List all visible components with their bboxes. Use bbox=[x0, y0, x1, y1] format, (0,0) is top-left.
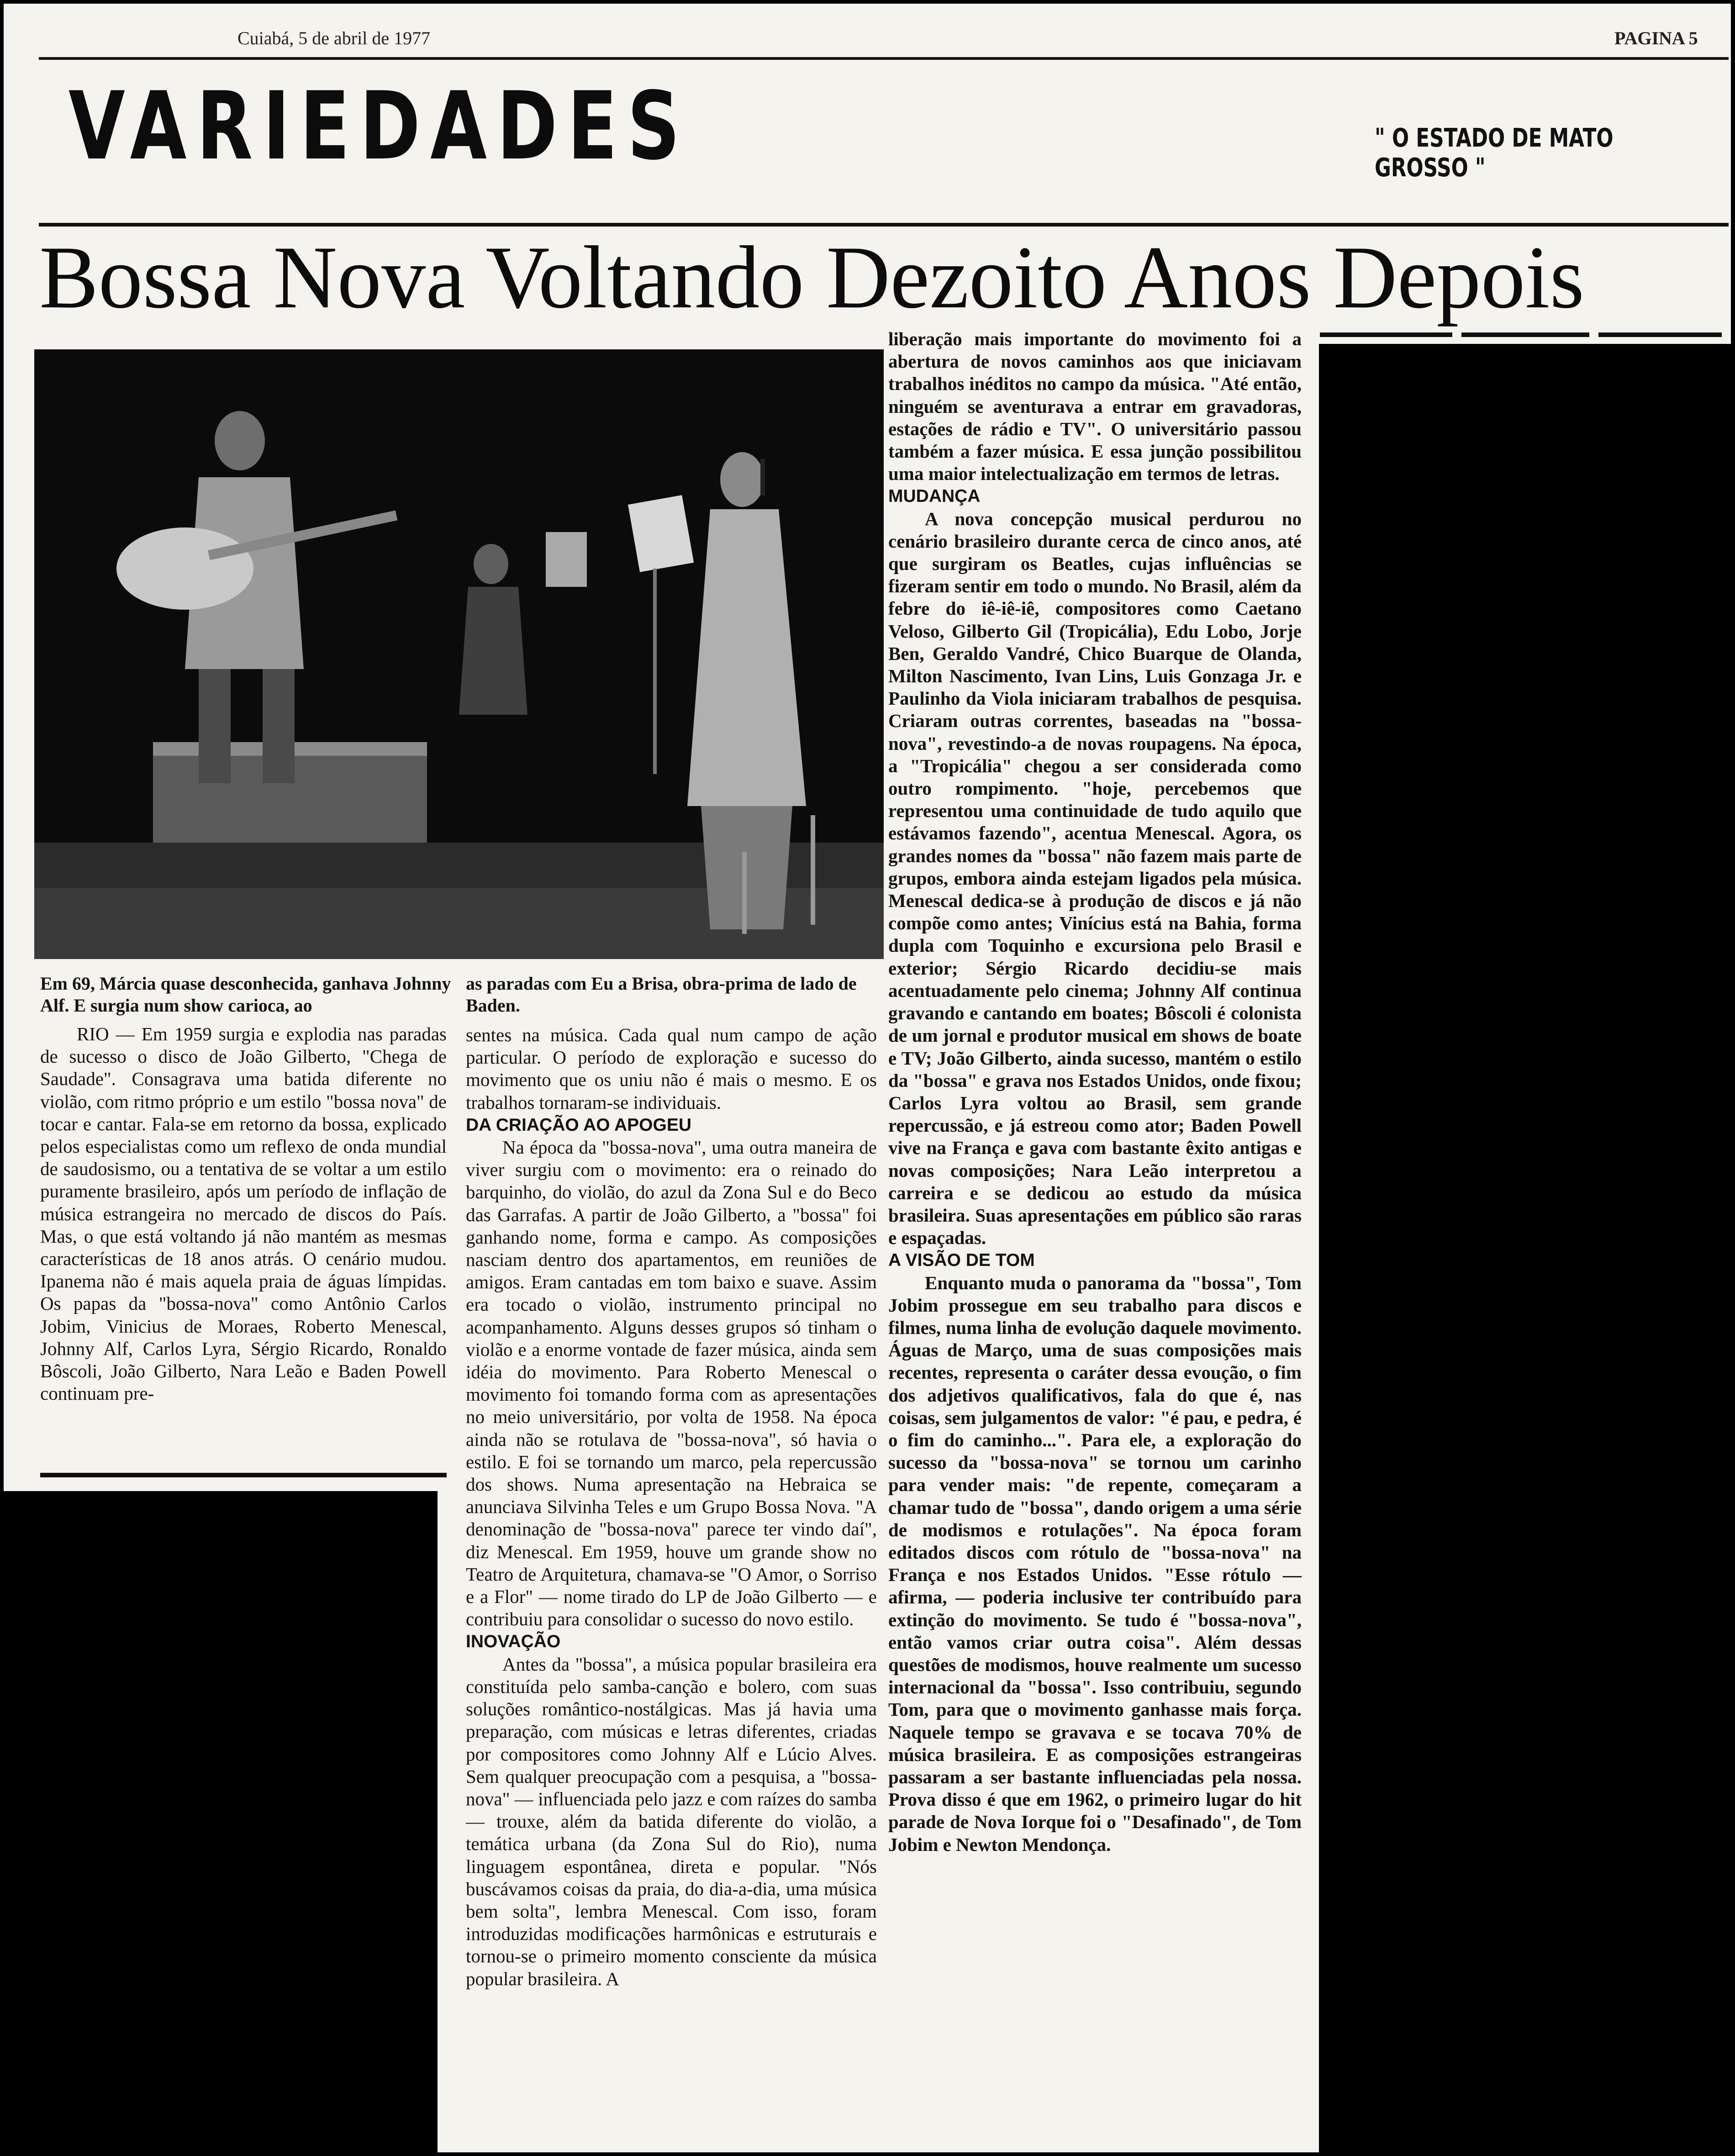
paragraph: Enquanto muda o panorama da "bossa", Tom Jobim prossegue em seu trabalho para discos e filmes, numa linha de evolução daquele movimento. Águas de Março, uma de suas composições mais recentes, representa o caráter dessa evoução, o fim dos adjetivos qualificativos, fala do que é, nas coisas, sem julgamentos de valor: "é pau, e pedra, é o fim do caminho...". Para ele, a exploração do sucesso da "bossa-nova" se tornou um carinho para vender mais: "de repente, começaram a chamar tudo de "bossa", dando origem a uma série de modismos e rotulações". Na época foram editados discos com rótulo de "bossa-nova" na França e nos Estados Unidos. "Esse rótulo — afirma, — poderia inclusive ter contribuído para extinção do movimento. Se tudo é "bossa-nova", então vamos criar outra coisa". Além dessas questões de modismos, houve realmente um sucesso internacional da "bossa". Isso contribuiu, segundo Tom, para que o movimento ganhasse mais força. Naquele tempo se gravava e se tocava 70% de música brasileira. E as composições estrangeiras passaram a ser bastante influenciadas pela nossa. Prova disso é que em 1962, o primeiro lugar do hit parade de Nova Iorque foi o "Desafinado", de Tom Jobim e Newton Mendonça. bbox=[888, 1272, 1302, 1855]
rule-decor-3 bbox=[1598, 332, 1722, 337]
subhead-inovacao: INOVAÇÃO bbox=[466, 1632, 561, 1652]
paragraph: liberação mais importante do movimento foi a abertura de novos caminhos aos que iniciavam trabalhos inéditos no campo da música. "Até então, ninguém se aventurava a entrar em gravadoras, estações de rádio e TV". O universitário passou também a fazer música. E essa junção possibilitou uma maior intelectualização em termos de letras. bbox=[888, 328, 1302, 485]
headline: Bossa Nova Voltando Dezoito Anos Depois bbox=[39, 228, 1585, 327]
article-column-1 bbox=[40, 1023, 447, 1405]
subhead-criacao: DA CRIAÇÃO AO APOGEU bbox=[466, 1115, 692, 1135]
rule-decor-1 bbox=[1320, 332, 1452, 337]
subhead-mudanca: MUDANÇA bbox=[888, 486, 981, 506]
article-column-3 bbox=[888, 328, 1302, 1856]
section-title: VARIEDADES bbox=[69, 72, 690, 181]
paragraph: Na época da "bossa-nova", uma outra maneira de viver surgiu com o movimento: era o reinado do barquinho, do violão, do azul da Zona Sul e do Beco das Garrafas. A partir de João Gilberto, a "bossa" foi ganhando nome, forma e campo. As composições nasciam dentro dos apartamentos, em reuniões de amigos. Eram cantadas em tom baixo e suave. Assim era tocado o violão, instrumento principal no acompanhamento. Alguns desses grupos só tinham o violão e a enorme vontade de fazer música, ainda sem idéia do movimento. Para Roberto Menescal o movimento foi tomando forma com as apresentações no meio universitário, por volta de 1958. Na época ainda não se rotulava de "bossa-nova", só havia o estilo. E foi se tornando um marco, pela repercussão dos shows. Numa apresentação na Hebraica se anunciava Silvinha Teles e um Grupo Bossa Nova. "A denominação de "bossa-nova" parece ter vindo daí", diz Menescal. Em 1959, houve um grande show no Teatro de Arquitetura, chamava-se "O Amor, o Sorriso e a Flor" — nome tirado do LP de João Gilberto — e contribuiu para consolidar o sucesso do novo estilo. bbox=[466, 1137, 877, 1630]
col1-end-rule bbox=[40, 1473, 447, 1477]
paragraph: A nova concepção musical perdurou no cenário brasileiro durante cerca de cinco anos, até que surgiram os Beatles, cujas influências se fizeram sentir em todo o mundo. No Brasil, além da febre do iê-iê-iê, compositores como Caetano Veloso, Gilberto Gil (Tropicália), Edu Lobo, Jorje Ben, Geraldo Vandré, Chico Buarque de Olanda, Milton Nascimento, Ivan Lins, Luis Gonzaga Jr. e Paulinho da Viola iniciaram trabalhos de pesquisa. Criaram outras correntes, baseadas na "bossa-nova", revestindo-a de novas roupagens. Na época, a "Tropicália" chegou a ser considerada como outro rompimento. "hoje, percebemos que representou uma continuidade de tudo aquilo que estávamos fazendo", acentua Menescal. Agora, os grandes nomes da "bossa" não fazem mais parte de grupos, embora ainda estejam ligados pela música. Menescal dedica-se à produção de discos e já não compõe como antes; Vinícius está na Bahia, forma dupla com Toquinho e excursiona pelo Brasil e exterior; Sérgio Ricardo decidiu-se mais acentuadamente pelo cinema; Johnny Alf continua gravando e cantando em boates; Bôscoli é colonista de um jornal e produtor musical em shows de boate e TV; João Gilberto, ainda sucesso, mantém o estilo da "bossa" e grava nos Estados Unidos, onde fixou; Carlos Lyra voltou ao Brasil, sem grande repercussão, e já estreou como ator; Baden Powell vive na França e gava com bastante êxito antigas e novas composições; Nara Leão interpretou a carreira e se dedicou ao estudo da música brasileira. Suas apresentações em público são raras e espaçadas. bbox=[888, 508, 1302, 1249]
photo-caption-left: Em 69, Márcia quase desconhecida, ganhava Johnny Alf. E surgia num show carioca, ao bbox=[40, 973, 451, 1016]
photo-caption-right: as paradas com Eu a Brisa, obra-prima de lado de Baden. bbox=[466, 973, 857, 1016]
paragraph: sentes na música. Cada qual num campo de ação particular. O período de exploração e sucesso do movimento que os uniu não é mais o mesmo. E os trabalhos tornaram-se individuais. bbox=[466, 1024, 877, 1113]
top-rule bbox=[39, 57, 1729, 60]
dateline: Cuiabá, 5 de abril de 1977 bbox=[237, 28, 431, 48]
section-rule bbox=[39, 223, 1729, 227]
newspaper-name: " O ESTADO DE MATO GROSSO " bbox=[1375, 123, 1614, 183]
rule-decor-2 bbox=[1461, 332, 1589, 337]
paragraph: Antes da "bossa", a música popular brasileira era constituída pelo samba-canção e bolero, com suas soluções romântico-nostálgicas. Mas já havia uma preparação, com músicas e letras diferentes, criadas por compositores como Johnny Alf e Lúcio Alves. Sem qualquer preocupação com a pesquisa, a "bossa-nova" — influenciada pelo jazz e com raízes do samba — trouxe, além da batida diferente do violão, a temática urbana (da Zona Sul do Rio), numa linguagem espontânea, direta e popular. "Nós buscávamos coisas da praia, do dia-a-dia, uma música bem solta", lembra Menescal. Com isso, foram introduzidas modificações harmônicas e estruturais e tornou-se o primeiro momento consciente da música popular brasileira. A bbox=[466, 1653, 877, 1989]
article-column-2 bbox=[466, 1024, 877, 1990]
concert-photo bbox=[34, 349, 884, 959]
subhead-visao-de-tom: A VISÃO DE TOM bbox=[888, 1250, 1035, 1270]
paragraph: RIO — Em 1959 surgia e explodia nas paradas de sucesso o disco de João Gilberto, "Chega de Saudade". Consagrava uma batida diferente no violão, com ritmo próprio e um estilo "bossa nova" de tocar e cantar. Fala-se em retorno da bossa, explicado pelos especialistas como um reflexo de onda mundial de saudosismo, ou a tentativa de se voltar a um estilo puramente brasileiro, após um período de inflação de música estrangeira no mercado de discos do País. Mas, o que está voltando já não mantém as mesmas características de 18 anos atrás. O cenário mudou. Ipanema não é mais aquela praia de águas límpidas. Os papas da "bossa-nova" como Antônio Carlos Jobim, Vinicius de Moraes, Roberto Menescal, Johnny Alf, Carlos Lyra, Sérgio Ricardo, Ronaldo Bôscoli, João Gilberto, Nara Leão e Baden Powell continuam pre- bbox=[40, 1023, 447, 1404]
page-number: PAGINA 5 bbox=[1614, 28, 1698, 48]
